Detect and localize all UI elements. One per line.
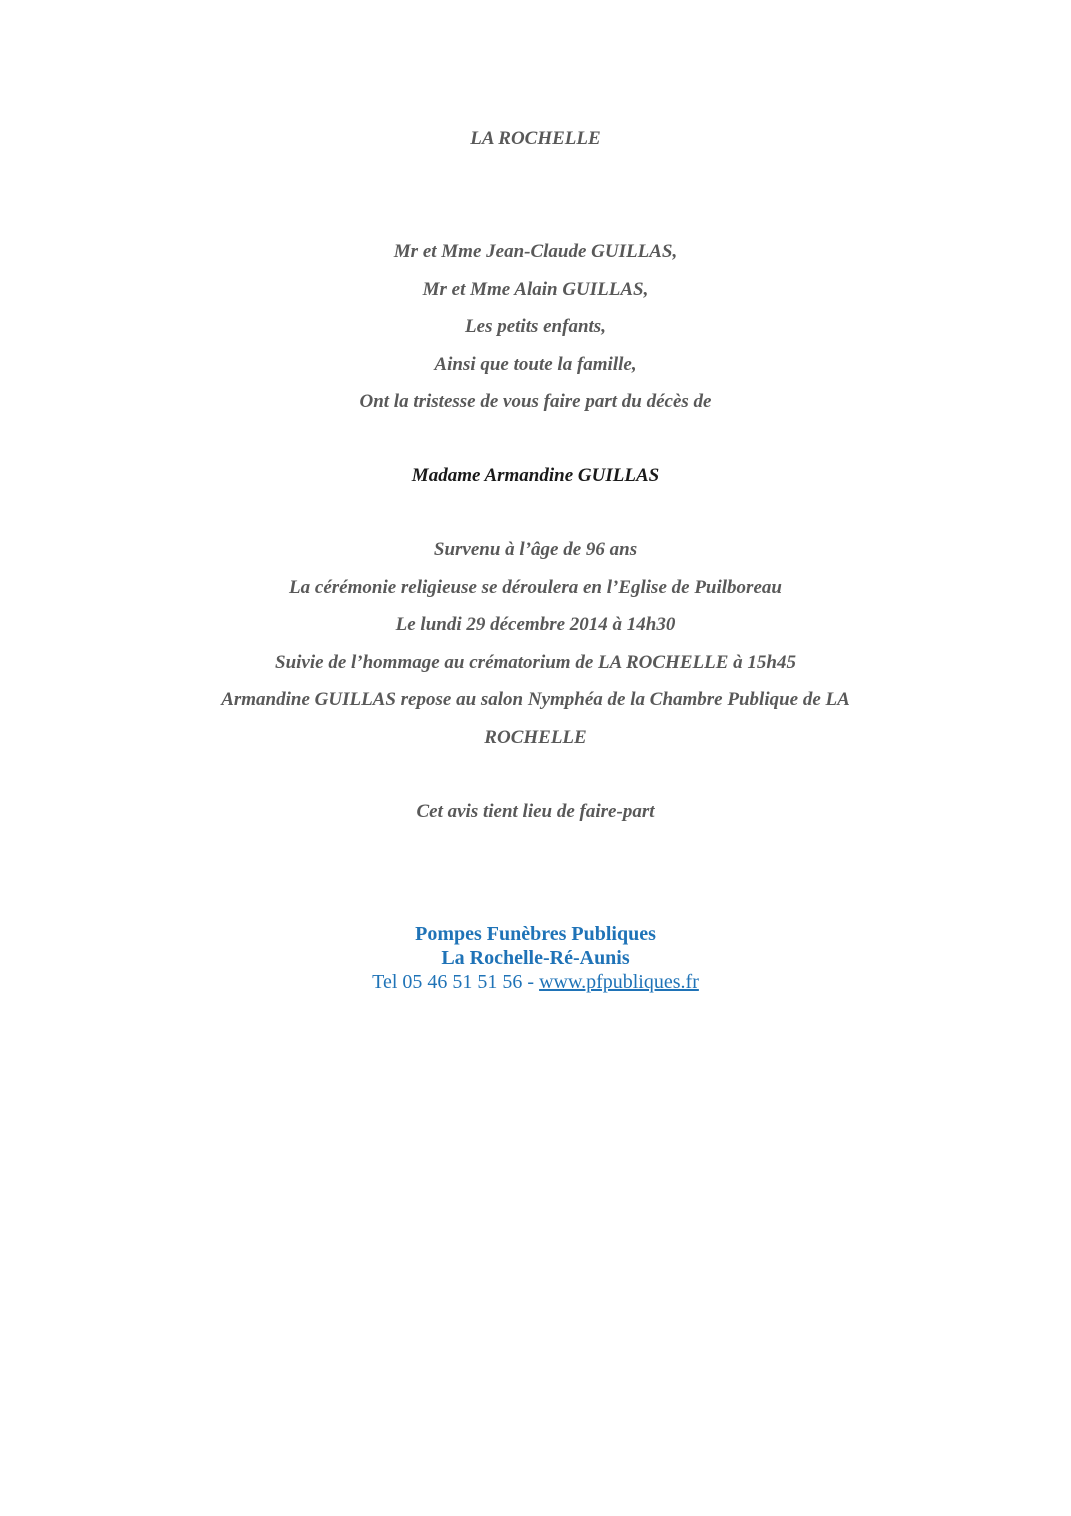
- org-location: La Rochelle-Ré-Aunis: [441, 947, 630, 969]
- closing-text: Cet avis tient lieu de faire-part: [416, 801, 655, 822]
- website-link[interactable]: www.pfpubliques.fr: [539, 971, 699, 993]
- family-list: [0, 233, 1071, 421]
- city-text: LA ROCHELLE: [470, 128, 601, 149]
- deceased-block: [0, 457, 1071, 495]
- family-line: Les petits enfants,: [465, 316, 606, 337]
- funeral-details: [0, 531, 1071, 756]
- age-line: Survenu à l’âge de 96 ans: [433, 539, 638, 560]
- org-name: Pompes Funèbres Publiques: [415, 923, 656, 945]
- phone-text: Tel 05 46 51 51 56 -: [372, 971, 540, 993]
- tribute-line: Suivie de l’hommage au crématorium de LA ROCHELLE à 15h45: [275, 651, 796, 673]
- city-heading: [0, 120, 1071, 158]
- announcement-line: Ont la tristesse de vous faire part du décès de: [359, 391, 712, 412]
- family-line: Mr et Mme Alain GUILLAS,: [422, 278, 649, 300]
- contact-line: [0, 970, 1071, 994]
- funeral-home-footer: [0, 922, 1071, 994]
- date-line: Le lundi 29 décembre 2014 à 14h30: [395, 614, 676, 635]
- family-line: Ainsi que toute la famille,: [434, 353, 637, 375]
- deceased-name: Madame Armandine GUILLAS: [411, 465, 660, 486]
- closing-block: [0, 793, 1071, 831]
- ceremony-line: La cérémonie religieuse se déroulera en l’Eglise de Puilboreau: [289, 576, 782, 598]
- rest-location-line: Armandine GUILLAS repose au salon Nymphéa de la Chambre Publique de LA ROCHELLE: [221, 689, 850, 748]
- family-line: Mr et Mme Jean-Claude GUILLAS,: [393, 241, 678, 262]
